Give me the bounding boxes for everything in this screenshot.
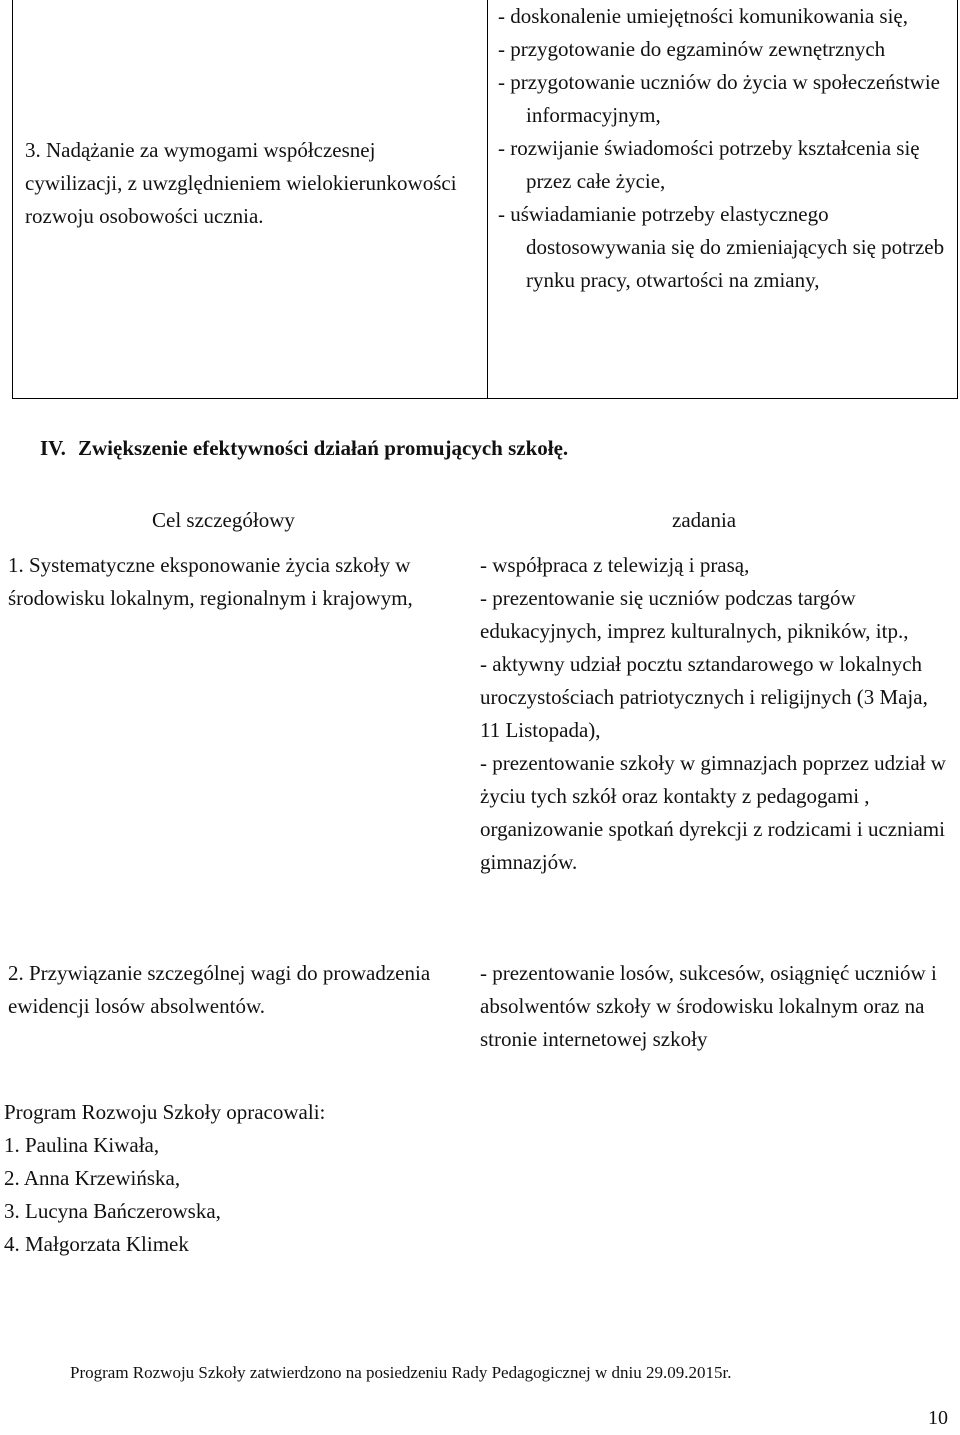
goal-1: 1. Systematyczne eksponowanie życia szkoły w środowisku lokalnym, regionalnym i krajowym, xyxy=(8,553,413,610)
task-item: - aktywny udział pocztu sztandarowego w lokalnych uroczystościach patriotycznych i religijnych (3 Maja, 11 Listopada), xyxy=(480,652,928,742)
author-item: 4. Małgorzata Klimek xyxy=(4,1232,189,1256)
authors-block xyxy=(4,1096,325,1261)
list-item: - rozwijanie świadomości potrzeby kształcenia się przez całe życie, xyxy=(498,136,920,193)
tasks-column-header: zadania xyxy=(672,508,737,532)
section-heading xyxy=(40,432,568,465)
list-item: - przygotowanie do egzaminów zewnętrznych xyxy=(498,37,886,61)
list-item: - uświadamianie potrzeby elastycznego dostosowywania się do zmieniających się potrzeb rynku pracy, otwartości na zmiany, xyxy=(498,202,945,292)
goal-3-text: 3. Nadążanie za wymogami współczesnej cywilizacji, z uwzględnieniem wielokierunkowości rozwoju osobowości ucznia. xyxy=(25,138,457,228)
author-item: 1. Paulina Kiwała, xyxy=(4,1133,160,1157)
goal-2: 2. Przywiązanie szczególnej wagi do prowadzenia ewidencji losów absolwentów. xyxy=(8,961,431,1018)
top-table xyxy=(12,0,958,399)
page-footer: Program Rozwoju Szkoły zatwierdzono na posiedzeniu Rady Pedagogicznej w dniu 29.09.2015r. xyxy=(70,1363,732,1382)
tasks-1 xyxy=(480,549,950,879)
table-left-cell xyxy=(13,0,488,398)
task-item: - prezentowanie się uczniów podczas targów edukacyjnych, imprez kulturalnych, pikników, itp., xyxy=(480,586,909,643)
task-item: - współpraca z telewizją i prasą, xyxy=(480,553,750,577)
section-number: IV. xyxy=(40,436,66,460)
table-right-cell xyxy=(488,0,957,398)
list-item: - przygotowanie uczniów do życia w społeczeństwie informacyjnym, xyxy=(498,70,941,127)
list-item: - doskonalenie umiejętności komunikowania się, xyxy=(498,4,908,28)
author-item: 2. Anna Krzewińska, xyxy=(4,1166,181,1190)
tasks-2 xyxy=(480,957,950,1056)
goal-column-header: Cel szczegółowy xyxy=(152,508,295,532)
author-item: 3. Lucyna Bańczerowska, xyxy=(4,1199,221,1223)
authors-heading: Program Rozwoju Szkoły opracowali: xyxy=(4,1100,326,1124)
task-item: - prezentowanie szkoły w gimnazjach poprzez udział w życiu tych szkół oraz kontakty z pedagogami , organizowanie spotkań dyrekcji z rodzicami i uczniami gimnazjów. xyxy=(480,751,946,874)
task-item: - prezentowanie losów, sukcesów, osiągnięć uczniów i absolwentów szkoły w środowisku lokalnym oraz na stronie internetowej szkoły xyxy=(480,961,937,1051)
page-number: 10 xyxy=(928,1407,948,1429)
section-title: Zwiększenie efektywności działań promujących szkołę. xyxy=(78,436,569,460)
